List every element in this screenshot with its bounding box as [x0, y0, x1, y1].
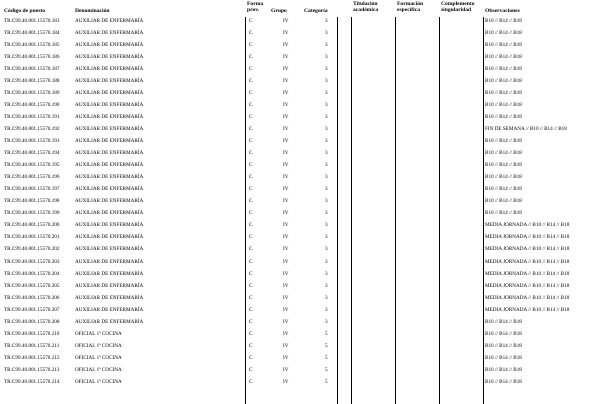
table-row — [0, 295, 614, 307]
cell-grupo: IV — [283, 41, 289, 48]
cell-forma: C — [249, 318, 253, 325]
cell-denominacion: AUXILIAR DE ENFERMARÍA — [75, 138, 144, 144]
cell-categoria: 3 — [325, 282, 328, 289]
cell-observaciones: B10 // B14 // B18 — [485, 29, 522, 36]
cell-codigo: TR.C99.40.801.15570.196 — [4, 174, 60, 181]
cell-forma: C — [249, 234, 253, 241]
cell-codigo: TR.C99.40.801.15570.187 — [4, 65, 60, 72]
cell-codigo: TR.C99.40.801.15570.212 — [4, 354, 60, 361]
cell-forma: C — [249, 222, 253, 229]
cell-observaciones: B10 // B14 // B18 — [485, 186, 522, 193]
cell-forma: C — [249, 186, 253, 193]
cell-codigo: TR.C99.40.801.15570.183 — [4, 17, 60, 24]
cell-categoria: 3 — [325, 113, 328, 120]
cell-observaciones: B10 // B14 // B18 — [485, 342, 522, 349]
cell-grupo: IV — [283, 318, 289, 325]
cell-categoria: 3 — [325, 138, 328, 144]
cell-categoria: 3 — [325, 234, 328, 241]
cell-denominacion: AUXILIAR DE ENFERMARÍA — [75, 246, 144, 253]
cell-forma: C — [249, 330, 253, 337]
cell-categoria: 3 — [325, 53, 328, 60]
cell-observaciones: B10 // B14 // B18 — [485, 101, 522, 108]
cell-denominacion: OFICIAL 1ª COCINA — [75, 366, 122, 373]
cell-categoria: 3 — [325, 101, 328, 108]
cell-forma: C — [249, 162, 253, 169]
cell-observaciones: B10 // B14 // B18 — [485, 41, 522, 48]
cell-codigo: TR.C99.40.801.15570.205 — [4, 282, 60, 289]
cell-categoria: 3 — [325, 125, 328, 132]
cell-denominacion: AUXILIAR DE ENFERMARÍA — [75, 150, 144, 157]
cell-grupo: IV — [283, 222, 289, 229]
cell-grupo: IV — [283, 174, 289, 181]
cell-categoria: 5 — [325, 330, 328, 337]
cell-codigo: TR.C99.40.801.15570.186 — [4, 53, 60, 60]
cell-observaciones: MEDIA JORNADA // B10 // B14 // B18 — [485, 222, 570, 229]
cell-codigo: TR.C99.40.801.15570.206 — [4, 294, 60, 301]
cell-codigo: TR.C99.40.801.15570.203 — [4, 258, 60, 265]
cell-grupo: IV — [283, 125, 289, 132]
cell-denominacion: OFICIAL 1ª COCINA — [75, 354, 122, 361]
cell-denominacion: AUXILIAR DE ENFERMARÍA — [75, 282, 144, 289]
cell-codigo: TR.C99.40.801.15570.193 — [4, 138, 60, 144]
cell-denominacion: AUXILIAR DE ENFERMARÍA — [75, 198, 144, 205]
cell-forma: C — [249, 65, 253, 72]
cell-observaciones: B10 // B14 // B18 — [485, 65, 522, 72]
cell-forma: C — [249, 150, 253, 157]
cell-forma: C — [249, 294, 253, 301]
cell-observaciones: B10 // B14 // B18 — [485, 379, 522, 385]
table-row — [0, 379, 614, 391]
cell-denominacion: AUXILIAR DE ENFERMARÍA — [75, 318, 144, 325]
table-row — [0, 66, 614, 78]
table-row — [0, 54, 614, 66]
cell-codigo: TR.C99.40.801.15570.197 — [4, 186, 60, 193]
cell-grupo: IV — [283, 294, 289, 301]
cell-denominacion: AUXILIAR DE ENFERMARÍA — [75, 41, 144, 48]
cell-forma: C — [249, 198, 253, 205]
cell-observaciones: MEDIA JORNADA // B10 // B14 // B18 — [485, 246, 570, 253]
cell-codigo: TR.C99.40.801.15570.204 — [4, 270, 60, 277]
cell-denominacion: AUXILIAR DE ENFERMARÍA — [75, 210, 144, 217]
cell-categoria: 3 — [325, 222, 328, 229]
cell-categoria: 3 — [325, 29, 328, 36]
table-row — [0, 319, 614, 331]
cell-categoria: 3 — [325, 17, 328, 24]
cell-codigo: TR.C99.40.801.15570.194 — [4, 150, 60, 157]
cell-observaciones: MEDIA JORNADA // B10 // B14 // B18 — [485, 270, 570, 277]
cell-observaciones: B10 // B14 // B18 — [485, 17, 522, 24]
cell-denominacion: AUXILIAR DE ENFERMARÍA — [75, 17, 144, 24]
table-row — [0, 307, 614, 319]
cell-codigo: TR.C99.40.801.15570.184 — [4, 29, 60, 36]
cell-categoria: 5 — [325, 379, 328, 385]
cell-codigo: TR.C99.40.801.15570.192 — [4, 125, 60, 132]
cell-codigo: TR.C99.40.801.15570.207 — [4, 306, 60, 313]
cell-observaciones: B10 // B14 // B18 — [485, 318, 522, 325]
cell-grupo: IV — [283, 379, 289, 385]
cell-grupo: IV — [283, 354, 289, 361]
table-row — [0, 271, 614, 283]
cell-forma: C — [249, 174, 253, 181]
cell-observaciones: B10 // B14 // B18 — [485, 53, 522, 60]
cell-categoria: 3 — [325, 270, 328, 277]
cell-forma: C — [249, 77, 253, 84]
cell-codigo: TR.C99.40.801.15570.208 — [4, 318, 60, 325]
cell-denominacion: OFICIAL 1ª COCINA — [75, 379, 122, 385]
cell-forma: C — [249, 270, 253, 277]
cell-denominacion: AUXILIAR DE ENFERMARÍA — [75, 29, 144, 36]
cell-categoria: 3 — [325, 41, 328, 48]
cell-observaciones: B10 // B14 // B18 — [485, 162, 522, 169]
cell-categoria: 5 — [325, 366, 328, 373]
cell-observaciones: B10 // B14 // B18 — [485, 138, 522, 144]
cell-forma: C — [249, 379, 253, 385]
cell-denominacion: AUXILIAR DE ENFERMARÍA — [75, 174, 144, 181]
cell-grupo: IV — [283, 77, 289, 84]
table-row — [0, 162, 614, 174]
cell-denominacion: AUXILIAR DE ENFERMARÍA — [75, 77, 144, 84]
cell-codigo: TR.C99.40.801.15570.199 — [4, 210, 60, 217]
cell-observaciones: B10 // B14 // B18 — [485, 150, 522, 157]
cell-grupo: IV — [283, 234, 289, 241]
cell-observaciones: B10 // B14 // B18 — [485, 366, 522, 373]
cell-codigo: TR.C99.40.801.15570.211 — [4, 342, 60, 349]
cell-categoria: 3 — [325, 198, 328, 205]
cell-forma: C — [249, 17, 253, 24]
header-complemento: Complemento singularidad — [441, 1, 475, 14]
cell-observaciones: MEDIA JORNADA // B10 // B14 // B18 — [485, 234, 570, 241]
cell-forma: C — [249, 29, 253, 36]
cell-categoria: 3 — [325, 258, 328, 265]
cell-categoria: 3 — [325, 77, 328, 84]
cell-forma: C — [249, 89, 253, 96]
cell-denominacion: OFICIAL 1ª COCINA — [75, 330, 122, 337]
cell-categoria: 5 — [325, 342, 328, 349]
cell-denominacion: AUXILIAR DE ENFERMARÍA — [75, 270, 144, 277]
cell-categoria: 3 — [325, 150, 328, 157]
cell-codigo: TR.C99.40.801.15570.190 — [4, 101, 60, 108]
cell-categoria: 3 — [325, 186, 328, 193]
cell-categoria: 3 — [325, 162, 328, 169]
cell-observaciones: B10 // B14 // B18 — [485, 198, 522, 205]
cell-denominacion: AUXILIAR DE ENFERMARÍA — [75, 234, 144, 241]
cell-denominacion: OFICIAL 1ª COCINA — [75, 342, 122, 349]
cell-grupo: IV — [283, 270, 289, 277]
cell-denominacion: AUXILIAR DE ENFERMARÍA — [75, 125, 144, 132]
cell-observaciones: B10 // B14 // B18 — [485, 354, 522, 361]
cell-observaciones: B10 // B14 // B18 — [485, 210, 522, 217]
table-row — [0, 150, 614, 162]
cell-forma: C — [249, 113, 253, 120]
cell-grupo: IV — [283, 101, 289, 108]
table-row — [0, 138, 614, 150]
cell-forma: C — [249, 125, 253, 132]
cell-categoria: 3 — [325, 306, 328, 313]
table-row — [0, 355, 614, 367]
cell-grupo: IV — [283, 258, 289, 265]
table-row — [0, 234, 614, 246]
table-row — [0, 114, 614, 126]
table-row — [0, 186, 614, 198]
cell-denominacion: AUXILIAR DE ENFERMARÍA — [75, 294, 144, 301]
cell-codigo: TR.C99.40.801.15570.189 — [4, 89, 60, 96]
table-row — [0, 18, 614, 30]
cell-codigo: TR.C99.40.801.15570.198 — [4, 198, 60, 205]
header-formacion: Formación específica — [397, 1, 424, 14]
table-row — [0, 174, 614, 186]
cell-observaciones: B10 // B14 // B18 — [485, 89, 522, 96]
cell-grupo: IV — [283, 342, 289, 349]
cell-grupo: IV — [283, 210, 289, 217]
header-grupo: Grupo — [271, 8, 287, 14]
table-row — [0, 42, 614, 54]
cell-grupo: IV — [283, 366, 289, 373]
cell-grupo: IV — [283, 138, 289, 144]
cell-denominacion: AUXILIAR DE ENFERMARÍA — [75, 162, 144, 169]
table-row — [0, 30, 614, 42]
table-row — [0, 198, 614, 210]
cell-forma: C — [249, 41, 253, 48]
cell-forma: C — [249, 342, 253, 349]
table-row — [0, 331, 614, 343]
table-row — [0, 283, 614, 295]
cell-denominacion: AUXILIAR DE ENFERMARÍA — [75, 113, 144, 120]
cell-observaciones: B10 // B14 // B18 — [485, 330, 522, 337]
cell-grupo: IV — [283, 282, 289, 289]
cell-denominacion: AUXILIAR DE ENFERMARÍA — [75, 186, 144, 193]
header-categoria: Categoría — [304, 8, 328, 14]
cell-forma: C — [249, 306, 253, 313]
table-row — [0, 259, 614, 271]
header-codigo: Código de puesto — [4, 8, 46, 14]
cell-categoria: 5 — [325, 354, 328, 361]
cell-grupo: IV — [283, 29, 289, 36]
cell-denominacion: AUXILIAR DE ENFERMARÍA — [75, 53, 144, 60]
cell-forma: C — [249, 138, 253, 144]
cell-observaciones: B10 // B14 // B18 — [485, 113, 522, 120]
table-row — [0, 222, 614, 234]
cell-observaciones: MEDIA JORNADA // B10 // B14 // B18 — [485, 282, 570, 289]
table-row — [0, 102, 614, 114]
cell-grupo: IV — [283, 113, 289, 120]
cell-grupo: IV — [283, 53, 289, 60]
cell-forma: C — [249, 366, 253, 373]
header-titulacion: Titulación académica — [353, 1, 379, 14]
cell-categoria: 3 — [325, 65, 328, 72]
cell-denominacion: AUXILIAR DE ENFERMARÍA — [75, 306, 144, 313]
cell-codigo: TR.C99.40.801.15570.200 — [4, 222, 60, 229]
cell-grupo: IV — [283, 162, 289, 169]
cell-grupo: IV — [283, 89, 289, 96]
table-row — [0, 126, 614, 138]
table-row — [0, 78, 614, 90]
cell-grupo: IV — [283, 17, 289, 24]
cell-grupo: IV — [283, 65, 289, 72]
cell-codigo: TR.C99.40.801.15570.191 — [4, 113, 60, 120]
cell-observaciones: MEDIA JORNADA // B10 // B14 // B18 — [485, 306, 570, 313]
cell-categoria: 3 — [325, 174, 328, 181]
cell-categoria: 3 — [325, 210, 328, 217]
cell-observaciones: MEDIA JORNADA // B10 // B14 // B18 — [485, 258, 570, 265]
cell-denominacion: AUXILIAR DE ENFERMARÍA — [75, 258, 144, 265]
cell-observaciones: B10 // B14 // B18 — [485, 174, 522, 181]
cell-observaciones: MEDIA JORNADA // B10 // B14 // B18 — [485, 294, 570, 301]
cell-observaciones: B10 // B14 // B18 — [485, 77, 522, 84]
cell-categoria: 3 — [325, 89, 328, 96]
cell-categoria: 3 — [325, 294, 328, 301]
cell-codigo: TR.C99.40.801.15570.202 — [4, 246, 60, 253]
cell-grupo: IV — [283, 150, 289, 157]
cell-observaciones: FIN DE SEMANA // B10 // B14 // B18 — [485, 125, 567, 132]
cell-grupo: IV — [283, 198, 289, 205]
cell-codigo: TR.C99.40.801.15570.201 — [4, 234, 60, 241]
cell-forma: C — [249, 53, 253, 60]
cell-grupo: IV — [283, 246, 289, 253]
cell-forma: C — [249, 246, 253, 253]
cell-denominacion: AUXILIAR DE ENFERMARÍA — [75, 222, 144, 229]
table-row — [0, 210, 614, 222]
cell-denominacion: AUXILIAR DE ENFERMARÍA — [75, 89, 144, 96]
cell-codigo: TR.C99.40.801.15570.210 — [4, 330, 60, 337]
cell-denominacion: AUXILIAR DE ENFERMARÍA — [75, 101, 144, 108]
cell-codigo: TR.C99.40.801.15570.188 — [4, 77, 60, 84]
cell-denominacion: AUXILIAR DE ENFERMARÍA — [75, 65, 144, 72]
header-forma: Forma prov. — [247, 1, 264, 14]
table-row — [0, 246, 614, 258]
cell-codigo: TR.C99.40.801.15570.195 — [4, 162, 60, 169]
cell-codigo: TR.C99.40.801.15570.213 — [4, 366, 60, 373]
cell-forma: C — [249, 258, 253, 265]
cell-codigo: TR.C99.40.801.15570.214 — [4, 379, 60, 385]
cell-categoria: 3 — [325, 318, 328, 325]
cell-forma: C — [249, 354, 253, 361]
cell-forma: C — [249, 101, 253, 108]
header-observaciones: Observaciones — [485, 8, 520, 14]
table-row — [0, 90, 614, 102]
header-denominacion: Denominación — [75, 8, 110, 14]
cell-grupo: IV — [283, 306, 289, 313]
cell-categoria: 3 — [325, 246, 328, 253]
cell-codigo: TR.C99.40.801.15570.185 — [4, 41, 60, 48]
cell-forma: C — [249, 282, 253, 289]
cell-forma: C — [249, 210, 253, 217]
table-row — [0, 367, 614, 379]
cell-grupo: IV — [283, 330, 289, 337]
table-row — [0, 343, 614, 355]
cell-grupo: IV — [283, 186, 289, 193]
